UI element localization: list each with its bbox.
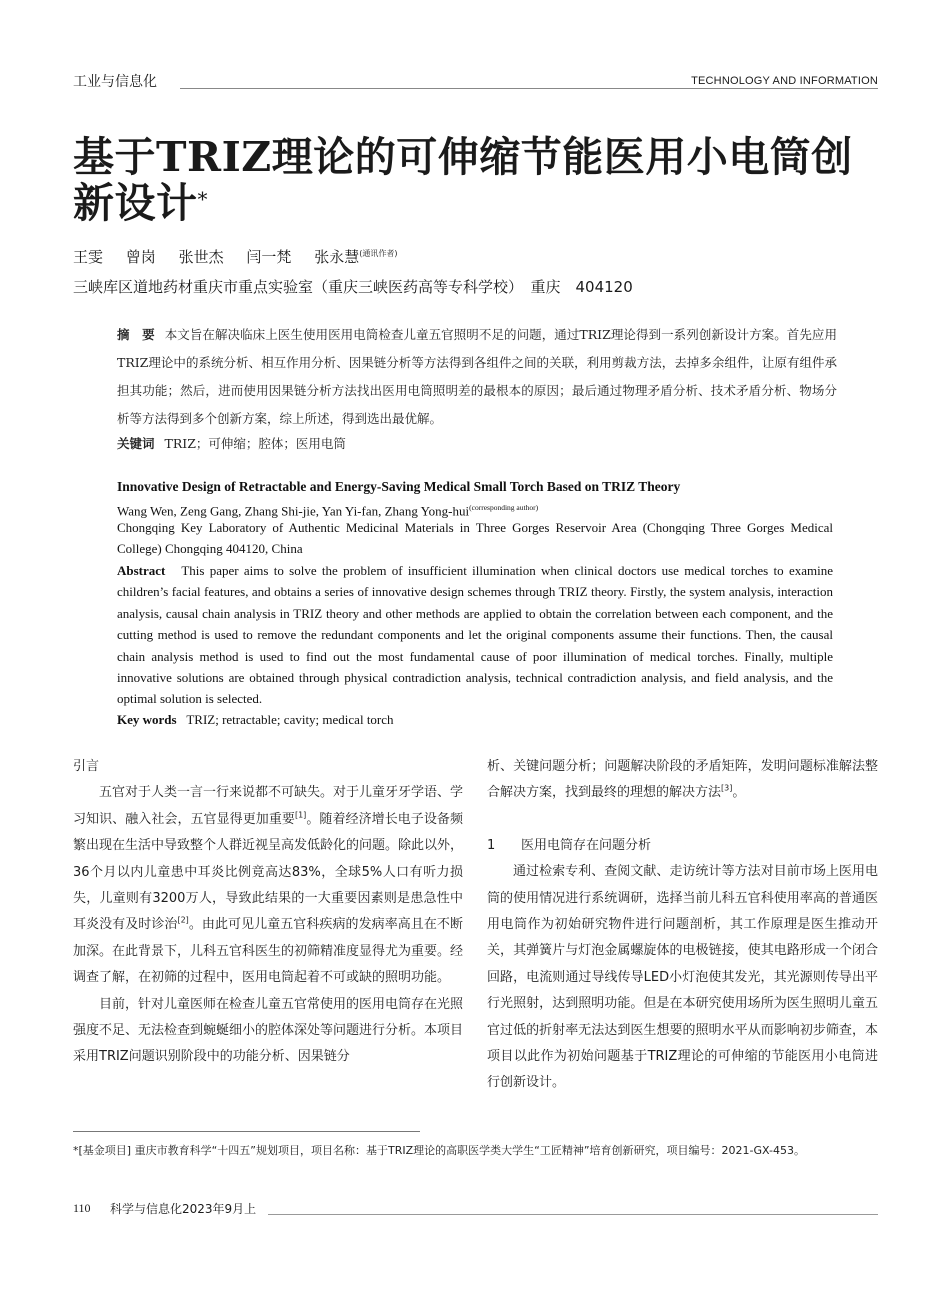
paragraph-text: 五官对于人类一言一行来说都不可缺失。对于儿童牙牙学语、学习知识、融入社会，五官显得更加重要 <box>73 785 464 827</box>
affiliation: 三峡库区道地药材重庆市重点实验室（重庆三峡医药高等专科学校） 重庆 404120 <box>73 278 633 296</box>
section-title: 医用电筒存在问题分析 <box>521 837 652 853</box>
paper-title-text: 基于TRIZ理论的可伸缩节能医用小电筒创新设计 <box>73 133 853 227</box>
section-heading <box>487 833 878 859</box>
paragraph-text: 析、关键问题分析；问题解决阶段的矛盾矩阵，发明问题标准解法整合解决方案，找到最终的理想的解决方法 <box>487 759 878 801</box>
header-rule <box>180 88 878 89</box>
abstract-cn-label: 摘 要 <box>117 327 155 342</box>
citation: [2] <box>177 916 189 926</box>
journal-name: 科学与信息化2023年9月上 <box>110 1202 257 1216</box>
paragraph <box>487 754 878 807</box>
keywords-cn-label: 关键词 <box>117 436 155 451</box>
corresponding-author-note: (通讯作者) <box>359 249 398 258</box>
english-keywords <box>117 709 833 730</box>
english-keywords-text: TRIZ; retractable; cavity; medical torch <box>186 712 394 727</box>
english-title: Innovative Design of Retractable and Energy-Saving Medical Small Torch Based on TRIZ Theory <box>117 479 681 494</box>
author-name: 王雯 <box>73 248 104 266</box>
body-column-left <box>73 754 463 1071</box>
english-abstract-label: Abstract <box>117 563 166 578</box>
section-number: 1 <box>487 837 496 853</box>
english-keywords-label: Key words <box>117 712 177 727</box>
running-header-left: 工业与信息化 <box>73 74 157 90</box>
abstract-cn-text: 本文旨在解决临床上医生使用医用电筒检查儿童五官照明不足的问题，通过TRIZ理论得到一系列创新设计方案。首先应用TRIZ理论中的系统分析、相互作用分析、因果链分析等方法得到各组件之间的关联，利用剪裁方法，去掉多余组件，让原有组件承担其功能；然后，进而使用因果链分析方法找出医用电筒照明差的最根本的原因；最后通过物理矛盾分析、技术矛盾分析、物场分析等方法得到多个创新方案，综上所述，得到选出最优解。 <box>117 327 837 426</box>
paper-title <box>73 134 883 226</box>
paragraph-text: 。由此可见儿童五官科疾病的发病率高且在不断加深。在此背景下，儿科五官科医生的初筛精准度显得尤为重要。经调查了解，在初筛的过程中，医用电筒起着不可或缺的照明功能。 <box>73 917 464 986</box>
author-name: 张世杰 <box>178 248 224 266</box>
body-column-right <box>487 754 878 1097</box>
citation: [3] <box>721 784 733 794</box>
footer-rule <box>268 1214 878 1215</box>
paragraph <box>73 780 463 991</box>
author-name: 闫一梵 <box>246 248 292 266</box>
english-abstract-text: This paper aims to solve the problem of insufficient illumination when clinical doctors use medical torches to examine children’s facial features, and obtains a series of innovative design schemes through TRIZ theory. Firstly, the system analysis, interaction analysis, causal chain analysis in TRIZ theory and other methods are applied to obtain the correlation between each component, and the cutting method is used to remove the redundant components and let the original components assume their functions. Then, the causal chain analysis method is used to find out the most fundamental cause of poor illumination of medical torches. Finally, multiple innovative solutions are obtained through physical contradiction analysis, technical contradiction analysis, and field analysis, and the optimal solution is selected. <box>117 563 833 707</box>
intro-heading: 引言 <box>73 759 100 774</box>
abstract-cn <box>117 321 837 433</box>
paragraph-text: 。随着经济增长电子设备频繁出现在生活中导致整个人群近视呈高发低龄化的问题。除此以外，36个月以内儿童患中耳炎比例竟高达83%，全球5%人口有听力损失，儿童则有3200万人，导致此结果的一大重要因素则是患急性中耳炎没有及时诊治 <box>73 811 464 933</box>
title-footnote-mark: * <box>197 187 208 211</box>
author-list <box>73 246 397 267</box>
paragraph-text: 。 <box>732 785 746 801</box>
paragraph: 通过检索专利、查阅文献、走访统计等方法对目前市场上医用电筒的使用情况进行系统调研，选择当前儿科五官科使用率高的普通医用电筒作为初始研究物件进行问题剖析，其工作原理是医生推动开关，其弹簧片与灯泡金属螺旋体的电极链接，使其电路形成一个闭合回路，电流则通过导线传导LED小灯泡使其发光，其光源则传导出平行光照射，达到照明功能。但是在本研究使用场所为医生照明儿童五官过低的折射率无法达到医生想要的照明水平从而影响初步筛查，本项目以此作为初始问题基于TRIZ理论的可伸缩的节能医用小电筒进行创新设计。 <box>487 864 878 1091</box>
english-authors-text: Wang Wen, Zeng Gang, Zhang Shi-jie, Yan Yi-fan, Zhang Yong-hui <box>117 503 470 519</box>
keywords-cn <box>117 430 837 458</box>
english-abstract <box>117 560 833 710</box>
footnote: *[基金项目] 重庆市教育科学“十四五”规划项目，项目名称：基于TRIZ理论的高职医学类大学生“工匠精神”培育创新研究，项目编号：2021-GX-453。 <box>73 1144 805 1157</box>
citation: [1] <box>294 810 307 820</box>
running-header-right: TECHNOLOGY AND INFORMATION <box>691 75 878 87</box>
page-number: 110 <box>73 1201 91 1215</box>
footnote-rule <box>73 1131 420 1132</box>
english-corresponding-note: (corresponding author) <box>469 503 539 512</box>
author-name: 张永慧 <box>314 248 360 266</box>
keywords-cn-text: TRIZ；可伸缩；腔体；医用电筒 <box>164 436 346 451</box>
paragraph: 目前，针对儿童医师在检查儿童五官常使用的医用电筒存在光照强度不足、无法检查到蜿蜒细小的腔体深处等问题进行分析。本项目采用TRIZ问题识别阶段中的功能分析、因果链分 <box>73 996 464 1065</box>
author-name: 曾岗 <box>125 248 156 266</box>
english-affiliation: Chongqing Key Laboratory of Authentic Medicinal Materials in Three Gorges Reservoir Area (Chongqing Three Gorges Medical College) Chongqing 404120, China <box>117 520 833 557</box>
